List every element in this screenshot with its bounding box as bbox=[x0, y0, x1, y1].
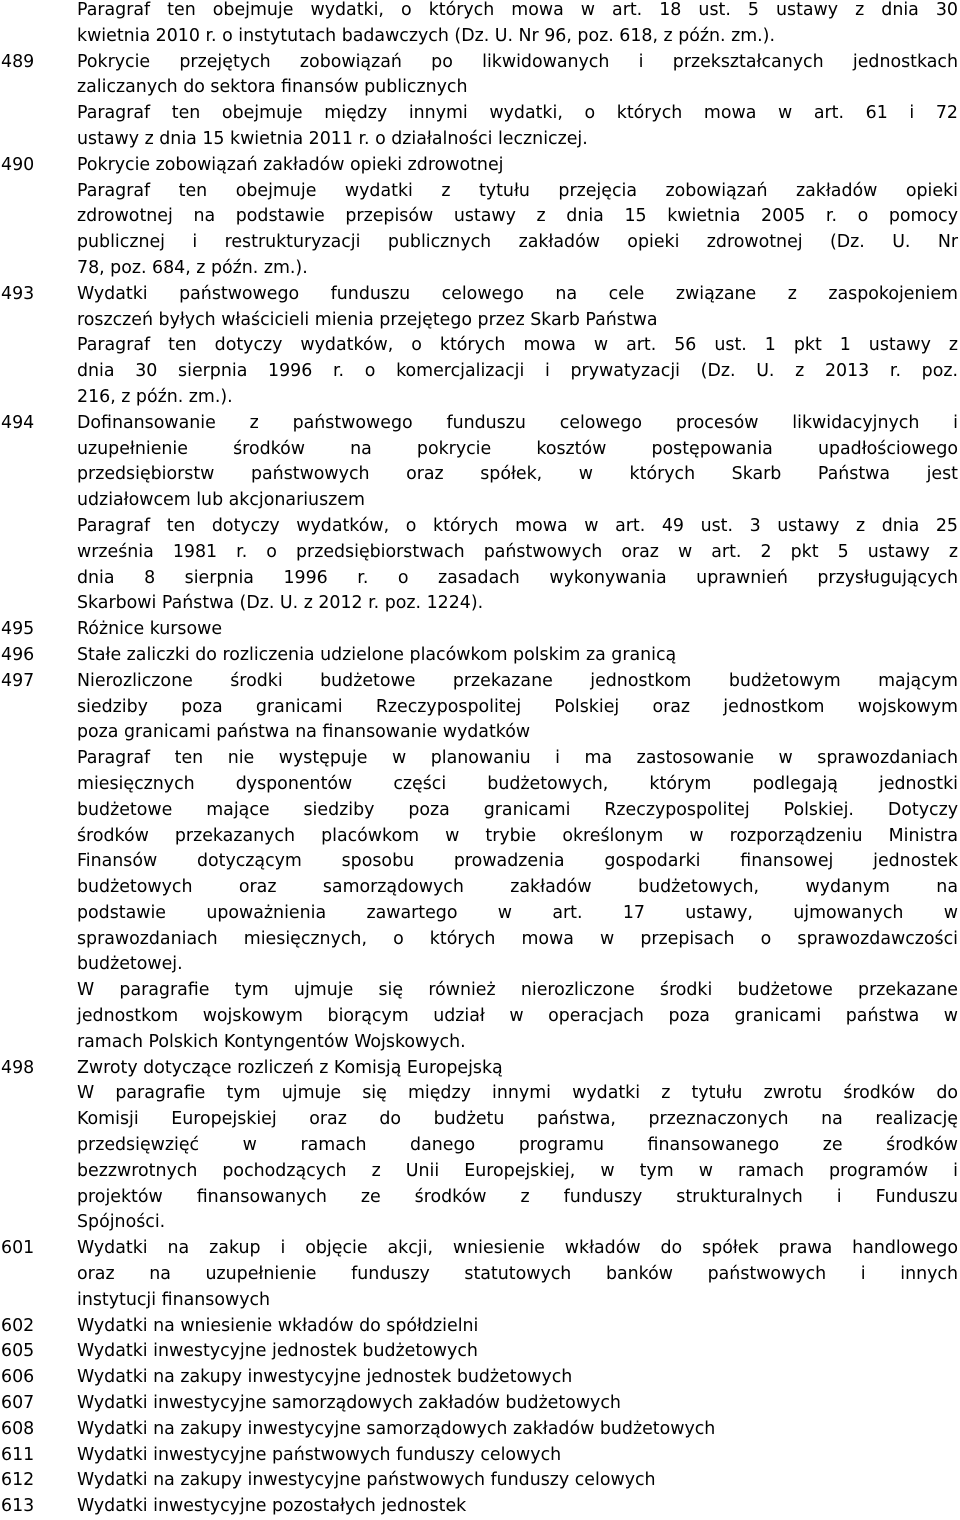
text-line: ustawy z dnia 15 kwietnia 2011 r. o działalności leczniczej. bbox=[77, 128, 588, 149]
paragraph-entry bbox=[0, 1417, 960, 1443]
text-line: Paragraf ten obejmuje między innymi wydatki, o których mowa w art. 61 i 72 bbox=[77, 103, 958, 124]
paragraph-entry bbox=[0, 617, 960, 643]
text-line: Pokrycie przejętych zobowiązań po likwidowanych i przekształcanych jednostkach bbox=[77, 51, 958, 72]
text-line: Różnice kursowe bbox=[77, 619, 223, 640]
text-line: Pokrycie zobowiązań zakładów opieki zdrowotnej bbox=[77, 154, 504, 175]
paragraph-text bbox=[77, 669, 958, 1056]
paragraph-entry bbox=[0, 411, 960, 617]
text-line: projektów finansowanych ze środków z funduszy strukturalnych i Funduszu bbox=[77, 1186, 958, 1207]
paragraph-entry bbox=[0, 1391, 960, 1417]
text-line: budżetowej. bbox=[77, 954, 183, 975]
paragraph-text bbox=[77, 1339, 958, 1365]
paragraph-number: 602 bbox=[1, 1315, 35, 1336]
text-line: jednostkom wojskowym biorącym udział w operacjach poza granicami państwa w bbox=[77, 1006, 958, 1027]
paragraph-text bbox=[77, 1365, 958, 1391]
paragraph-text bbox=[77, 1443, 958, 1469]
text-line: września 1981 r. o przedsiębiorstwach państwowych oraz w art. 2 pkt 5 ustawy z bbox=[77, 541, 958, 562]
paragraph-text bbox=[77, 0, 958, 50]
paragraph-entry bbox=[0, 1339, 960, 1365]
text-line: Wydatki na wniesienie wkładów do spółdzielni bbox=[77, 1315, 479, 1336]
text-line: Wydatki inwestycyjne pozostałych jednostek bbox=[77, 1496, 467, 1517]
paragraph-entry bbox=[0, 1365, 960, 1391]
text-line: Paragraf ten dotyczy wydatków, o których mowa w art. 49 ust. 3 ustawy z dnia 25 bbox=[77, 515, 958, 536]
text-line: instytucji finansowych bbox=[77, 1289, 271, 1310]
text-line: W paragrafie tym ujmuje się również nierozliczone środki budżetowe przekazane bbox=[77, 980, 958, 1001]
paragraph-number: 498 bbox=[1, 1057, 35, 1078]
text-line: udziałowcem lub akcjonariuszem bbox=[77, 490, 365, 511]
paragraph-entry bbox=[0, 643, 960, 669]
paragraph-entry bbox=[0, 1236, 960, 1313]
text-line: Spójności. bbox=[77, 1212, 166, 1233]
paragraph-text bbox=[77, 1494, 958, 1520]
paragraph-text bbox=[77, 50, 958, 153]
text-line: Wydatki inwestycyjne jednostek budżetowych bbox=[77, 1341, 478, 1362]
text-line: Paragraf ten dotyczy wydatków, o których mowa w art. 56 ust. 1 pkt 1 ustawy z bbox=[77, 335, 958, 356]
text-line: Nierozliczone środki budżetowe przekazane jednostkom budżetowym mającym bbox=[77, 670, 958, 691]
text-line: środków przekazanych placówkom w trybie określonym w rozporządzeniu Ministra bbox=[77, 825, 958, 846]
text-line: Wydatki inwestycyjne samorządowych zakładów budżetowych bbox=[77, 1393, 621, 1414]
text-line: roszczeń byłych właścicieli mienia przejętego przez Skarb Państwa bbox=[77, 309, 658, 330]
text-line: zdrowotnej na podstawie przepisów ustawy z dnia 15 kwietnia 2005 r. o pomocy bbox=[77, 206, 958, 227]
paragraph-text bbox=[77, 153, 958, 282]
paragraph-number: 611 bbox=[1, 1444, 35, 1465]
text-line: Wydatki na zakupy inwestycyjne państwowych funduszy celowych bbox=[77, 1470, 656, 1491]
text-line: Finansów dotyczącym sposobu prowadzenia gospodarki finansowej jednostek bbox=[77, 851, 958, 872]
text-line: Wydatki inwestycyjne państwowych funduszy celowych bbox=[77, 1444, 562, 1465]
text-line: Skarbowi Państwa (Dz. U. z 2012 r. poz. 1224). bbox=[77, 593, 484, 614]
text-line: Wydatki na zakupy inwestycyjne jednostek budżetowych bbox=[77, 1367, 573, 1388]
text-line: miesięcznych dysponentów części budżetowych, którym podlegają jednostki bbox=[77, 773, 958, 794]
paragraph-text bbox=[77, 1417, 958, 1443]
text-line: Wydatki na zakup i objęcie akcji, wniesienie wkładów do spółek prawa handlowego bbox=[77, 1238, 958, 1259]
paragraph-text bbox=[77, 1236, 958, 1313]
paragraph-text bbox=[77, 411, 958, 617]
paragraph-number: 496 bbox=[1, 644, 35, 665]
paragraph-number: 493 bbox=[1, 283, 35, 304]
paragraph-text bbox=[77, 643, 958, 669]
text-line: poza granicami państwa na finansowanie wydatków bbox=[77, 722, 531, 743]
text-line: przedsięwzięć w ramach danego programu finansowanego ze środków bbox=[77, 1135, 958, 1156]
text-line: uzupełnienie środków na pokrycie kosztów postępowania upadłościowego bbox=[77, 438, 958, 459]
paragraph-number: 613 bbox=[1, 1496, 35, 1517]
paragraph-number: 601 bbox=[1, 1238, 35, 1259]
paragraph-entry bbox=[0, 1056, 960, 1237]
text-line: publicznej i restrukturyzacji publicznych zakładów opieki zdrowotnej (Dz. U. Nr bbox=[77, 232, 958, 253]
paragraph-entry bbox=[0, 153, 960, 282]
text-line: Zwroty dotyczące rozliczeń z Komisją Europejską bbox=[77, 1057, 503, 1078]
text-line: siedziby poza granicami Rzeczypospolitej Polskiej oraz jednostkom wojskowym bbox=[77, 696, 958, 717]
paragraph-entry bbox=[0, 0, 960, 50]
text-line: przedsiębiorstw państwowych oraz spółek, w których Skarb Państwa jest bbox=[77, 464, 958, 485]
paragraph-number: 495 bbox=[1, 619, 35, 640]
paragraph-number: 608 bbox=[1, 1418, 35, 1439]
paragraph-text bbox=[77, 1056, 958, 1237]
text-line: Wydatki państwowego funduszu celowego na cele związane z zaspokojeniem bbox=[77, 283, 958, 304]
paragraph-entry bbox=[0, 1314, 960, 1340]
text-line: 78, poz. 684, z późn. zm.). bbox=[77, 257, 308, 278]
paragraph-number: 490 bbox=[1, 154, 35, 175]
paragraph-text bbox=[77, 1314, 958, 1340]
text-line: bezzwrotnych pochodzących z Unii Europejskiej, w tym w ramach programów i bbox=[77, 1160, 958, 1181]
text-line: Komisji Europejskiej oraz do budżetu państwa, przeznaczonych na realizację bbox=[77, 1109, 958, 1130]
paragraph-entry bbox=[0, 1468, 960, 1494]
text-line: Stałe zaliczki do rozliczenia udzielone placówkom polskim za granicą bbox=[77, 644, 677, 665]
paragraph-entry bbox=[0, 1494, 960, 1520]
text-line: Paragraf ten obejmuje wydatki z tytułu przejęcia zobowiązań zakładów opieki bbox=[77, 180, 958, 201]
paragraph-number: 606 bbox=[1, 1367, 35, 1388]
text-line: dnia 8 sierpnia 1996 r. o zasadach wykonywania uprawnień przysługujących bbox=[77, 567, 958, 588]
text-line: Paragraf ten obejmuje wydatki, o których mowa w art. 18 ust. 5 ustawy z dnia 30 bbox=[77, 0, 958, 20]
text-line: dnia 30 sierpnia 1996 r. o komercjalizacji i prywatyzacji (Dz. U. z 2013 r. poz. bbox=[77, 361, 958, 382]
text-line: oraz na uzupełnienie funduszy statutowych banków państwowych i innych bbox=[77, 1264, 958, 1285]
paragraph-entry bbox=[0, 282, 960, 411]
paragraph-number: 607 bbox=[1, 1393, 35, 1414]
paragraph-number: 497 bbox=[1, 670, 35, 691]
text-line: kwietnia 2010 r. o instytutach badawczych (Dz. U. Nr 96, poz. 618, z późn. zm.). bbox=[77, 25, 775, 46]
text-line: 216, z późn. zm.). bbox=[77, 386, 233, 407]
paragraph-number: 489 bbox=[1, 51, 35, 72]
paragraph-text bbox=[77, 282, 958, 411]
paragraph-entry bbox=[0, 669, 960, 1056]
text-line: W paragrafie tym ujmuje się między innymi wydatki z tytułu zwrotu środków do bbox=[77, 1083, 958, 1104]
text-line: Dofinansowanie z państwowego funduszu celowego procesów likwidacyjnych i bbox=[77, 412, 958, 433]
paragraph-text bbox=[77, 617, 958, 643]
text-line: budżetowych oraz samorządowych zakładów budżetowych, wydanym na bbox=[77, 877, 958, 898]
text-line: Wydatki na zakupy inwestycyjne samorządowych zakładów budżetowych bbox=[77, 1418, 716, 1439]
paragraph-entry bbox=[0, 1443, 960, 1469]
paragraph-number: 494 bbox=[1, 412, 35, 433]
text-line: sprawozdaniach miesięcznych, o których mowa w przepisach o sprawozdawczości bbox=[77, 928, 958, 949]
paragraph-entry bbox=[0, 50, 960, 153]
paragraph-text bbox=[77, 1391, 958, 1417]
text-line: Paragraf ten nie występuje w planowaniu i ma zastosowanie w sprawozdaniach bbox=[77, 748, 958, 769]
text-line: ramach Polskich Kontyngentów Wojskowych. bbox=[77, 1031, 466, 1052]
text-line: budżetowe mające siedziby poza granicami Rzeczypospolitej Polskiej. Dotyczy bbox=[77, 799, 958, 820]
paragraph-number: 612 bbox=[1, 1470, 35, 1491]
text-line: podstawie upoważnienia zawartego w art. 17 ustawy, ujmowanych w bbox=[77, 902, 958, 923]
paragraph-number: 605 bbox=[1, 1341, 35, 1362]
text-line: zaliczanych do sektora finansów publicznych bbox=[77, 77, 468, 98]
paragraph-text bbox=[77, 1468, 958, 1494]
